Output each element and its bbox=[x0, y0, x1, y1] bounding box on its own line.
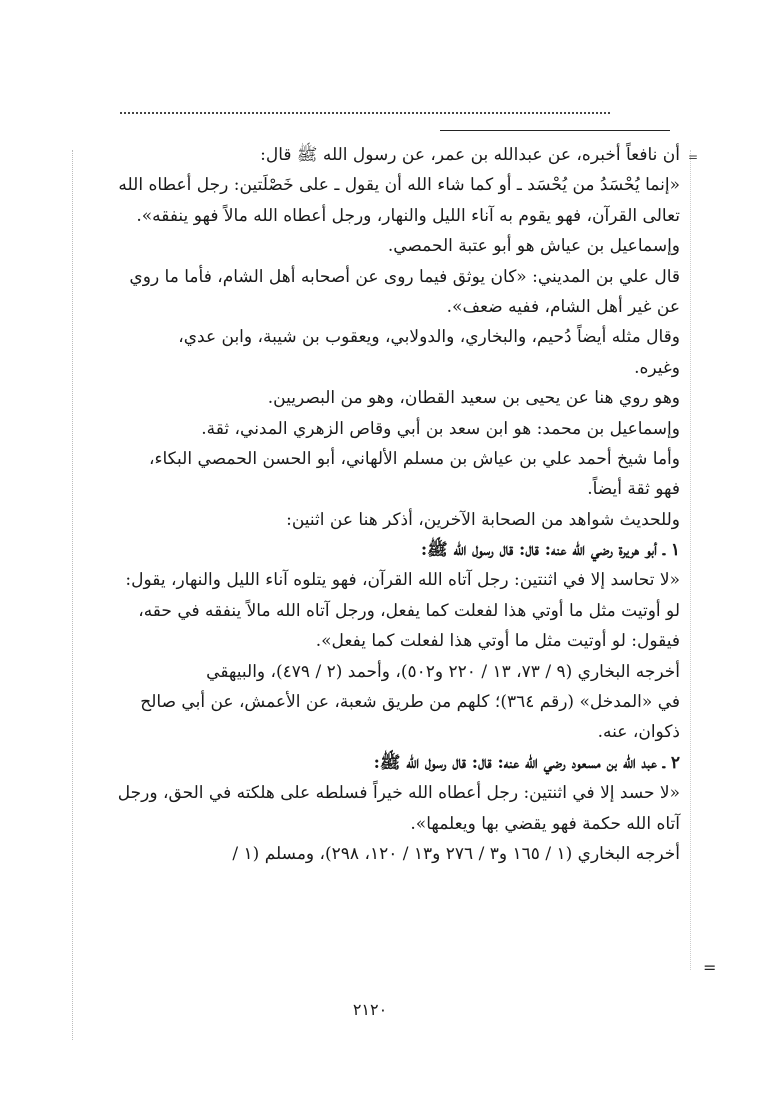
text-line-5: قال علي بن المديني: «كان يوثق فيما روى عن أصحابه أهل الشام، فأما ما روي bbox=[129, 266, 680, 287]
text-line-7: وقال مثله أيضاً دُحيم، والبخاري، والدولابي، ويعقوب بن شيبة، وابن عدي، bbox=[178, 327, 680, 348]
text-line-17: فيقول: لو أوتيت مثل ما أوتي هذا لفعلت كما يفعل». bbox=[315, 631, 680, 652]
text-line-15: «لا تحاسد إلا في اثنتين: رجل آتاه الله القرآن، فهو يتلوه آناء الليل والنهار، يقول: bbox=[125, 570, 680, 591]
text-line-2: «إنما يُحْسَدُ من يُحْسَد ـ أو كما شاء الله أن يقول ـ على خَصْلَتين: رجل أعطاه الله bbox=[118, 175, 680, 196]
text-line-13: وللحديث شواهد من الصحابة الآخرين، أذكر هنا عن اثنين: bbox=[286, 509, 680, 530]
top-dotted-border bbox=[120, 112, 610, 114]
section-heading-2: ٢ ـ عبد الله بن مسعود رضي الله عنه: قال: قال رسول الله ﷺ: bbox=[373, 752, 680, 773]
text-line-9: وهو روي هنا عن يحيى بن سعيد القطان، وهو من البصريين. bbox=[267, 388, 680, 409]
text-line-20: ذكوان، عنه. bbox=[597, 722, 680, 743]
margin-mark-bottom: = bbox=[703, 958, 717, 977]
text-line-12: فهو ثقة أيضاً. bbox=[587, 479, 680, 500]
text-line-1: أن نافعاً أخبره، عن عبدالله بن عمر، عن رسول الله ﷺ قال: bbox=[260, 145, 680, 165]
left-margin-dots bbox=[72, 150, 73, 1040]
page-number: ٢١٢٠ bbox=[352, 1000, 388, 1019]
text-line-4: وإسماعيل بن عياش هو أبو عتبة الحمصي. bbox=[387, 236, 680, 257]
text-line-3: تعالى القرآن، فهو يقوم به آناء الليل والنهار، ورجل أعطاه الله مالاً فهو ينفقه». bbox=[136, 205, 680, 226]
text-line-18: أخرجه البخاري (٩ / ٧٣، ١٣ / ٢٢٠ و٥٠٢)، وأحمد (٢ / ٤٧٩)، والبيهقي bbox=[206, 661, 680, 682]
text-line-16: لو أوتيت مثل ما أوتي هذا لفعلت كما يفعل، ورجل آتاه الله مالاً ينفقه في حقه، bbox=[138, 600, 680, 621]
top-rule bbox=[440, 130, 670, 131]
right-margin-dots bbox=[690, 150, 691, 970]
text-line-23: آتاه الله حكمة فهو يقضي بها ويعلمها». bbox=[410, 813, 680, 834]
text-line-6: عن غير أهل الشام، ففيه ضعف». bbox=[446, 296, 680, 317]
body-text bbox=[82, 140, 680, 869]
text-line-11: وأما شيخ أحمد علي بن عياش بن مسلم الألهاني، أبو الحسن الحمصي البكاء، bbox=[148, 448, 680, 469]
text-line-10: وإسماعيل بن محمد: هو ابن سعد بن أبي وقاص الزهري المدني، ثقة. bbox=[201, 418, 680, 439]
margin-mark-top: = bbox=[688, 150, 699, 164]
text-line-24: أخرجه البخاري (١ / ١٦٥ و٣ / ٢٧٦ و١٣ / ١٢٠، ٢٩٨)، ومسلم (١ / bbox=[232, 843, 680, 864]
text-line-19: في «المدخل» (رقم ٣٦٤)؛ كلهم من طريق شعبة، عن الأعمش، عن أبي صالح bbox=[140, 692, 680, 713]
text-line-22: «لا حسد إلا في اثنتين: رجل أعطاه الله خيراً فسلطه على هلكته في الحق، ورجل bbox=[117, 783, 680, 804]
section-heading-1: ١ ـ أبو هريرة رضي الله عنه: قال: قال رسول الله ﷺ: bbox=[420, 540, 680, 561]
text-line-8: وغيره. bbox=[634, 357, 680, 378]
